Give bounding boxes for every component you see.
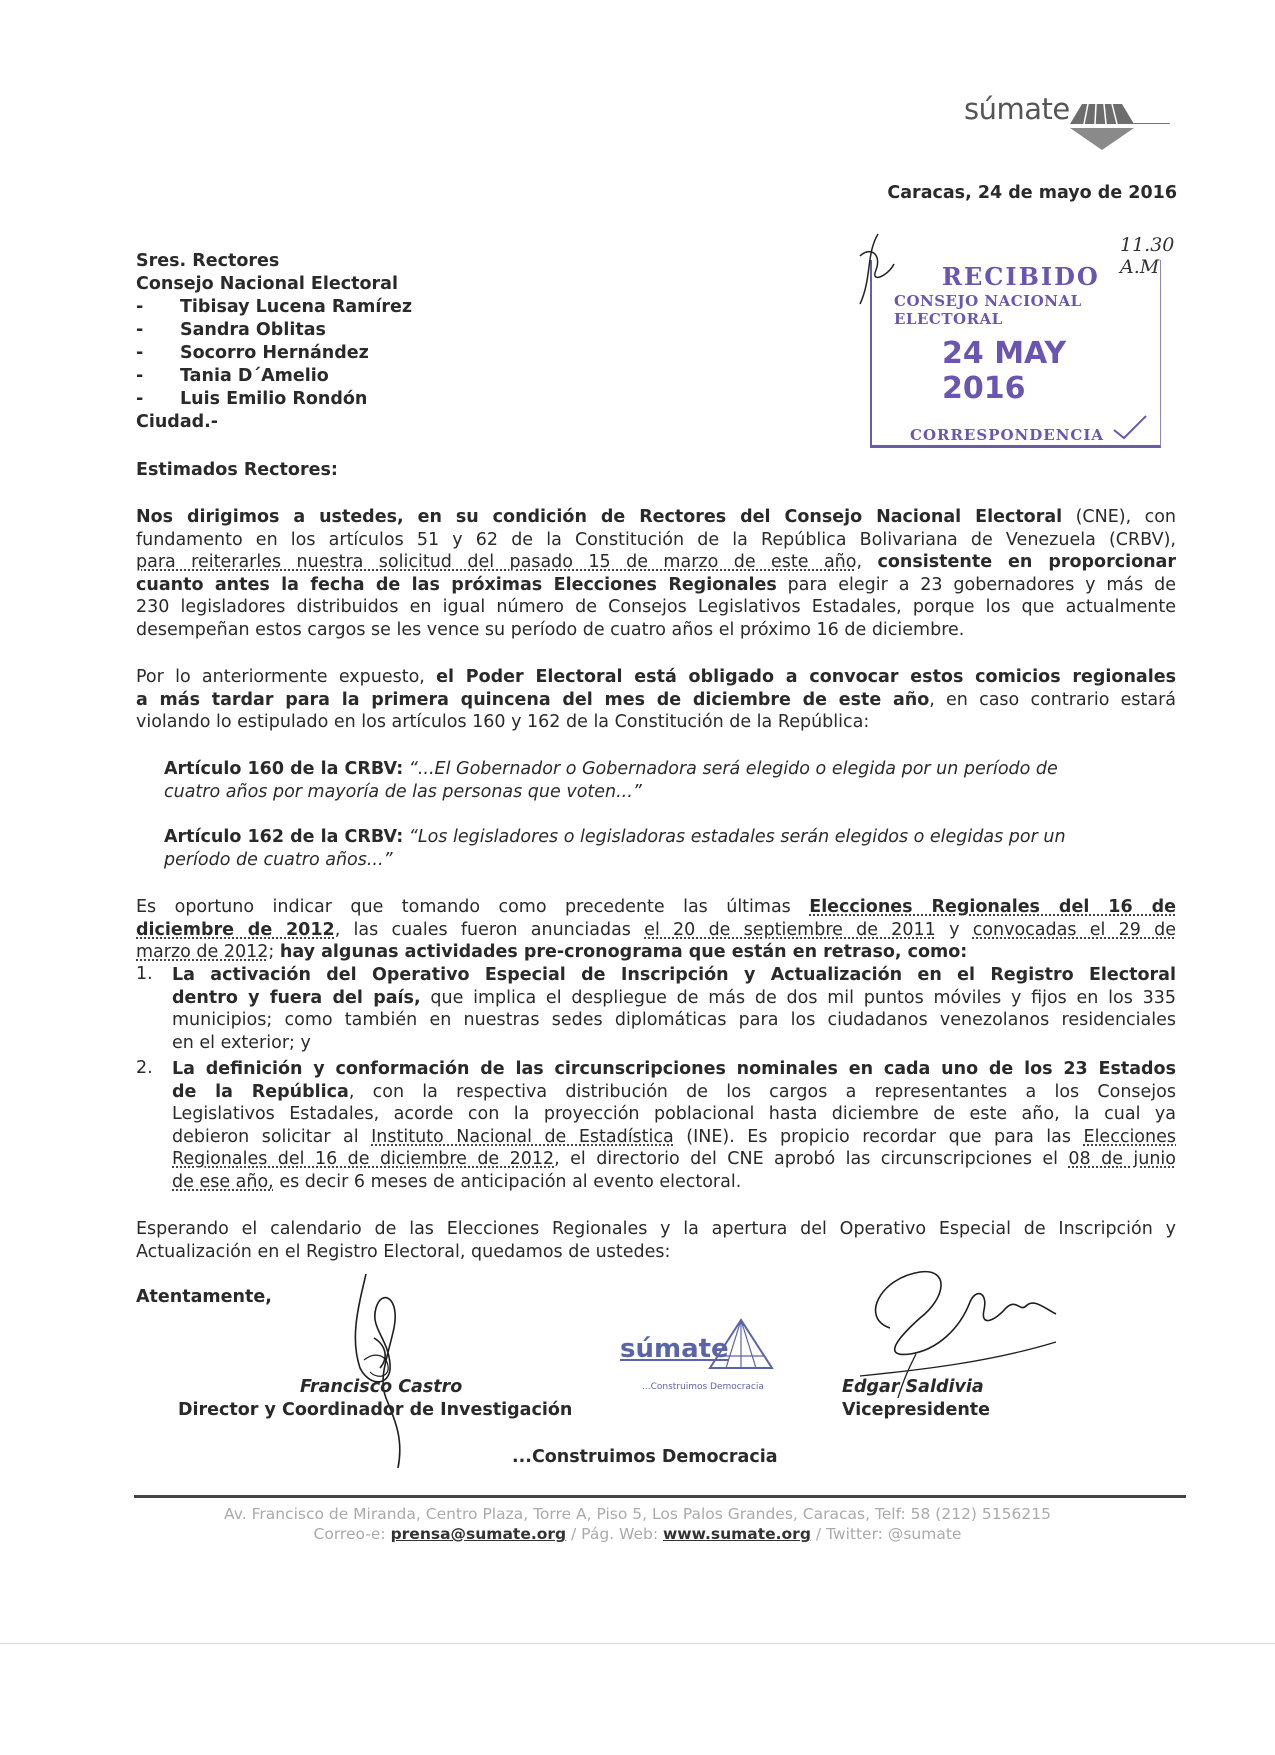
paragraph-request: Nos dirigimos a ustedes, en su condición de Rectores del Consejo Nacional Electoral (CNE), con fundamento en los artículos 51 y 62 de la Constitución de la República Bolivariana de Venezuela (CRBV), para reiterarles nuestra solicitud del pasado 15 de marzo de este año, consistente en proporcionar cuanto antes la fecha de las próximas Elecciones Regionales para elegir a 23 gobernadores y más de 230 legisladores distribuidos en igual número de Consejos Legislativos Estadales, porque los que actualmente desempeñan estos cargos se les vence su período de cuatro años el próximo 16 de diciembre.	[136, 507, 1177, 640]
stamp-initials-signature	[848, 226, 908, 326]
sumate-logo	[960, 92, 1175, 152]
recipient-item: - Socorro Hernández	[136, 343, 369, 363]
recipient-title: Sres. Rectores	[136, 251, 280, 271]
list-number: 2.	[136, 1058, 153, 1078]
list-item-registration: La activación del Operativo Especial de Inscripción y Actualización en el Registro Electoral dentro y fuera del país, que implica el despliegue de más de dos mil puntos móviles y fijos en los 335 municipios; como también en nuestras sedes diplomáticas para los ciudadanos venezolanos residenciales en el exterior; y	[172, 965, 1177, 1053]
footer-contacts: Correo-e: prensa@sumate.org / Pág. Web: www.sumate.org / Twitter: @sumate	[313, 1525, 962, 1543]
closing: Atentamente,	[136, 1287, 272, 1307]
stamp-recibido: RECIBIDO	[942, 262, 1100, 291]
seal-pyramid-icon	[706, 1318, 776, 1374]
stamp-org: CONSEJO NACIONAL ELECTORAL	[894, 292, 1082, 328]
stamp-dept: CORRESPONDENCIA	[910, 426, 1105, 444]
left-signature	[330, 1268, 450, 1478]
recipient-item: - Tibisay Lucena Ramírez	[136, 297, 413, 317]
letter-date: Caracas, 24 de mayo de 2016	[887, 183, 1177, 203]
logo-wordmark: súmate	[964, 92, 1070, 126]
list-item-circumscriptions: La definición y conformación de las circunscripciones nominales en cada uno de los 23 Estados de la República, con la respectiva distribución de los cargos a representantes a los Consejos Legislativos Estadales, acorde con la proyección poblacional hasta diciembre de este año, la cual ya debieron solicitar al Instituto Nacional de Estadística (INE). Es propicio recordar que para las Elecciones Regionales del 16 de diciembre de 2012, el directorio del CNE aprobó las circunscripciones el 08 de junio de ese año, es decir 6 meses de anticipación al evento electoral.	[172, 1059, 1177, 1192]
signatory-left-title: Director y Coordinador de Investigación	[178, 1400, 573, 1420]
recipient-org: Consejo Nacional Electoral	[136, 274, 398, 294]
scan-edge-line	[0, 1643, 1275, 1644]
seal-logo-text: súmate	[620, 1334, 729, 1364]
recipient-item: - Sandra Oblitas	[136, 320, 326, 340]
website-link[interactable]: www.sumate.org	[662, 1525, 811, 1543]
signatory-left-name: Francisco Castro	[300, 1377, 463, 1397]
email-link[interactable]: prensa@sumate.org	[390, 1525, 567, 1543]
pyramid-logo-icon	[1062, 100, 1142, 152]
quote-article-162: Artículo 162 de la CRBV: “Los legisladores o legisladoras estadales serán elegidos o elegidas por un período de cuatro años...”	[164, 827, 1066, 870]
greeting: Estimados Rectores:	[136, 460, 338, 480]
twitter-handle: @sumate	[887, 1525, 962, 1543]
motto: ...Construimos Democracia	[512, 1447, 778, 1467]
paragraph-precedent: Es oportuno indicar que tomando como precedente las últimas Elecciones Regionales del 16 de diciembre de 2012, las cuales fueron anunciadas el 20 de septiembre de 2011 y convocadas el 29 de marzo de 2012; hay algunas actividades pre-cronograma que están en retraso, como:	[136, 897, 1177, 962]
footer-divider	[134, 1495, 1186, 1498]
signatory-right-name: Edgar Saldivia	[842, 1377, 984, 1397]
stamp-check-mark	[1110, 412, 1150, 442]
sumate-seal	[616, 1318, 796, 1398]
signatory-right-title: Vicepresidente	[842, 1400, 991, 1420]
seal-tagline: ...Construimos Democracia	[642, 1382, 764, 1392]
paragraph-closing: Esperando el calendario de las Elecciones Regionales y la apertura del Operativo Especial de Inscripción y Actualización en el Registro Electoral, quedamos de ustedes:	[136, 1219, 1176, 1262]
paragraph-obligation: Por lo anteriormente expuesto, el Poder Electoral está obligado a convocar estos comicios regionales a más tardar para la primera quincena del mes de diciembre de este año, en caso contrario estará violando lo estipulado en los artículos 160 y 162 de la Constitución de la República:	[136, 667, 1177, 732]
footer-address: Av. Francisco de Miranda, Centro Plaza, Torre A, Piso 5, Los Palos Grandes, Caracas, Telf: 58 (212) 5156215	[224, 1505, 1051, 1523]
recipient-item: - Luis Emilio Rondón	[136, 389, 368, 409]
quote-article-160: Artículo 160 de la CRBV: “...El Gobernador o Gobernadora será elegido o elegida por un período de cuatro años por mayoría de las personas que voten...”	[164, 759, 1058, 802]
list-number: 1.	[136, 964, 153, 984]
recipient-item: - Tania D´Amelio	[136, 366, 329, 386]
stamp-date: 24 MAY 2016	[942, 336, 1067, 406]
recipient-city: Ciudad.-	[136, 412, 219, 432]
received-stamp	[870, 234, 1175, 450]
stamp-handwritten-time: 11.30 A.M	[1120, 234, 1175, 278]
